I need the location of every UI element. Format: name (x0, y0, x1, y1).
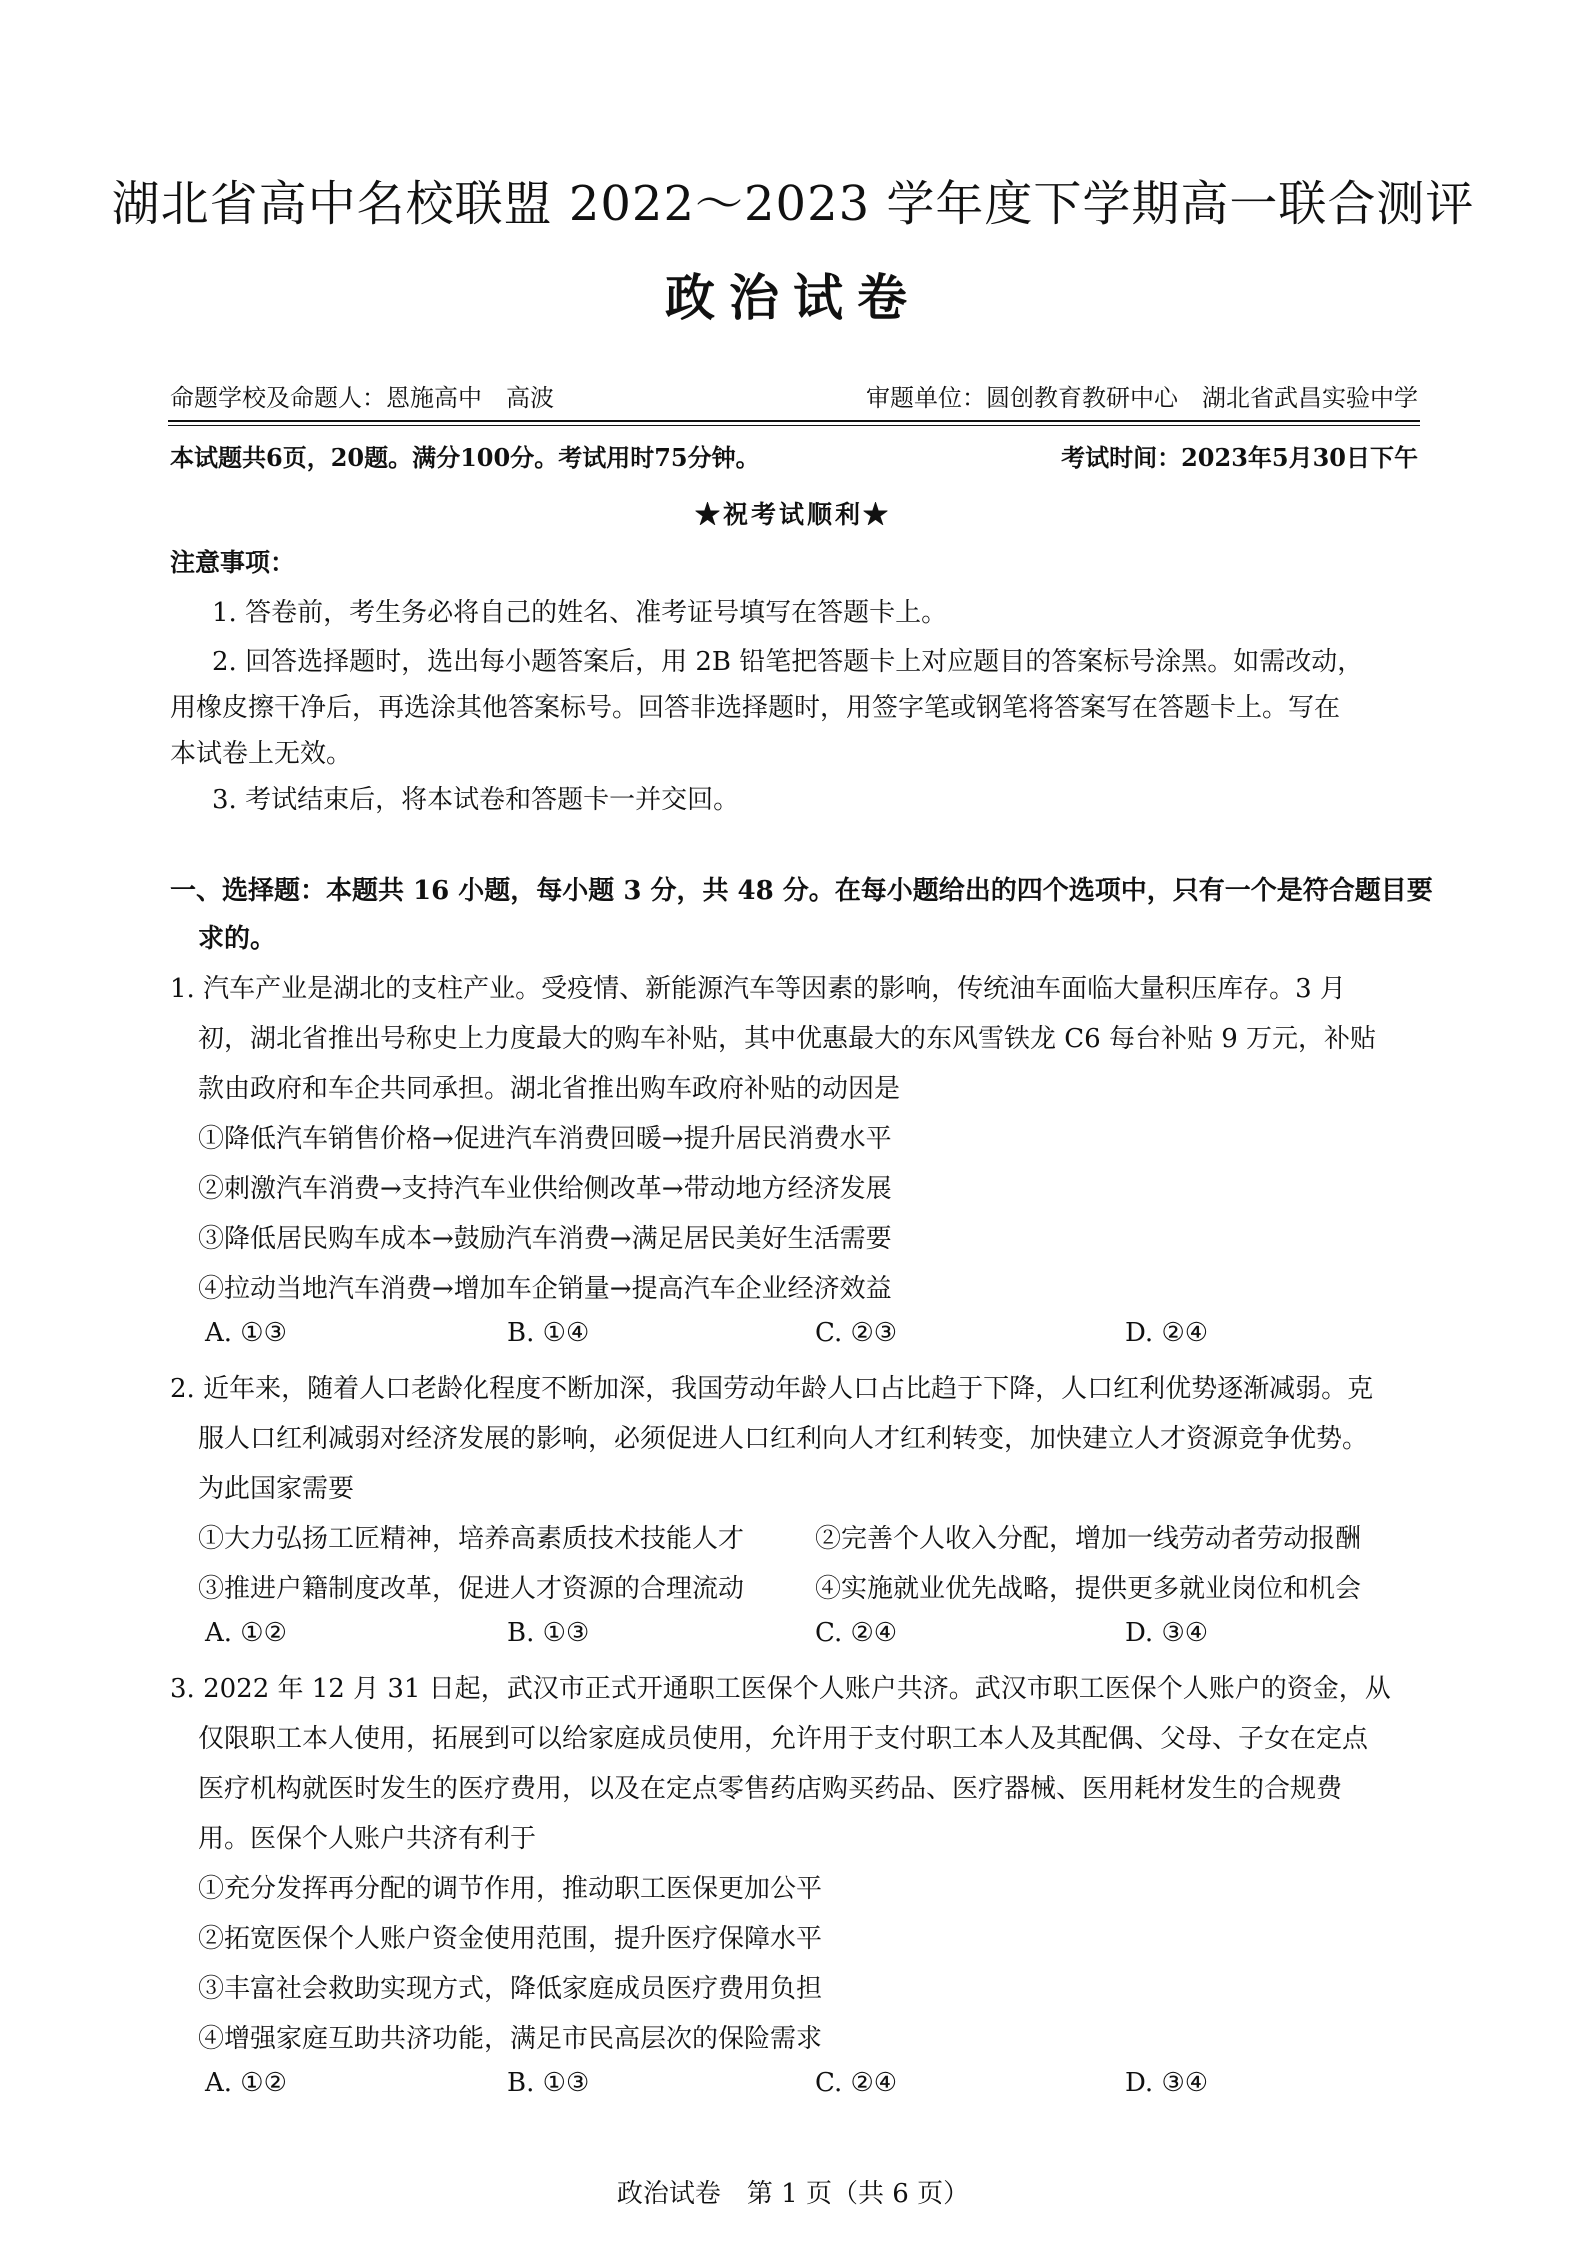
question-3-text: 3. 2022 年 12 月 31 日起，武汉市正式开通职工医保个人账户共济。武汉市职工医保个人账户的资金，从 (170, 1674, 1391, 1704)
note-line: 本试卷上无效。 (170, 739, 353, 769)
note-line: 1. 答卷前，考生务必将自己的姓名、准考证号填写在答题卡上。 (212, 598, 948, 628)
question-3-text: 用。医保个人账户共济有利于 (198, 1824, 537, 1854)
exam-time: 考试时间：2023年5月30日下午 (1061, 443, 1418, 472)
note-line: 用橡皮擦干净后，再选涂其他答案标号。回答非选择题时，用签字笔或钢笔将答案写在答题卡上。写在 (170, 693, 1341, 723)
question-2-text: 为此国家需要 (198, 1474, 355, 1504)
note-line: 3. 考试结束后，将本试卷和答题卡一并交回。 (212, 785, 740, 815)
question-1-item: ③降低居民购车成本→鼓励汽车消费→满足居民美好生活需要 (198, 1224, 892, 1254)
question-3-item: ③丰富社会救助实现方式，降低家庭成员医疗费用负担 (198, 1974, 823, 2004)
page-footer: 政治试卷 第 1 页（共 6 页） (616, 2179, 970, 2209)
question-2-text: 2. 近年来，随着人口老龄化程度不断加深，我国劳动年龄人口占比趋于下降，人口红利优势逐渐减弱。克 (170, 1374, 1374, 1404)
option-c: C. ②③ (815, 1318, 898, 1348)
option-c: C. ②④ (815, 2068, 898, 2098)
exam-info: 本试题共6页，20题。满分100分。考试用时75分钟。 (170, 443, 760, 472)
option-d: D. ③④ (1125, 2068, 1209, 2098)
question-2-text: 服人口红利减弱对经济发展的影响，必须促进人口红利向人才红利转变，加快建立人才资源竞争优势。 (198, 1424, 1369, 1454)
question-3-text: 医疗机构就医时发生的医疗费用，以及在定点零售药店购买药品、医疗器械、医用耗材发生的合规费 (198, 1774, 1343, 1804)
option-d: D. ②④ (1125, 1318, 1209, 1348)
blessing: ★祝考试顺利★ (694, 500, 891, 529)
question-1-text: 初，湖北省推出号称史上力度最大的购车补贴，其中优惠最大的东风雪铁龙 C6 每台补贴 9 万元，补贴 (198, 1024, 1377, 1054)
exam-subtitle: 政治试卷 (665, 268, 921, 327)
header-rule (168, 420, 1420, 422)
question-1-item: ①降低汽车销售价格→促进汽车消费回暖→提升居民消费水平 (198, 1124, 892, 1154)
option-a: A. ①③ (205, 1318, 287, 1348)
exam-title: 湖北省高中名校联盟 2022～2023 学年度下学期高一联合测评 (111, 176, 1475, 232)
option-b: B. ①③ (507, 1618, 590, 1648)
question-1-item: ②刺激汽车消费→支持汽车业供给侧改革→带动地方经济发展 (198, 1174, 892, 1204)
section-heading: 一、选择题：本题共 16 小题，每小题 3 分，共 48 分。在每小题给出的四个选项中，只有一个是符合题目要 (170, 876, 1433, 906)
question-3-item: ②拓宽医保个人账户资金使用范围，提升医疗保障水平 (198, 1924, 823, 1954)
option-b: B. ①③ (507, 2068, 590, 2098)
option-b: B. ①④ (507, 1318, 590, 1348)
reviewer-line: 审题单位：圆创教育教研中心 湖北省武昌实验中学 (866, 384, 1418, 412)
header-rule-thin (168, 425, 1420, 426)
option-a: A. ①② (205, 2068, 287, 2098)
note-line: 2. 回答选择题时，选出每小题答案后，用 2B 铅笔把答题卡上对应题目的答案标号涂黑。如需改动， (212, 647, 1364, 677)
question-2-item: ①大力弘扬工匠精神，培养高素质技术技能人才 (198, 1524, 745, 1554)
option-d: D. ③④ (1125, 1618, 1209, 1648)
question-2-item: ②完善个人收入分配，增加一线劳动者劳动报酬 (815, 1524, 1362, 1554)
option-a: A. ①② (205, 1618, 287, 1648)
question-2-item: ④实施就业优先战略，提供更多就业岗位和机会 (815, 1574, 1362, 1604)
question-1-item: ④拉动当地汽车消费→增加车企销量→提高汽车企业经济效益 (198, 1274, 892, 1304)
author-line: 命题学校及命题人：恩施高中 高波 (170, 384, 554, 412)
question-3-item: ④增强家庭互助共济功能，满足市民高层次的保险需求 (198, 2024, 823, 2054)
question-3-item: ①充分发挥再分配的调节作用，推动职工医保更加公平 (198, 1874, 823, 1904)
question-1-text: 款由政府和车企共同承担。湖北省推出购车政府补贴的动因是 (198, 1074, 901, 1104)
question-3-text: 仅限职工本人使用，拓展到可以给家庭成员使用，允许用于支付职工本人及其配偶、父母、子女在定点 (198, 1724, 1369, 1754)
notes-heading: 注意事项： (170, 548, 296, 577)
question-2-item: ③推进户籍制度改革，促进人才资源的合理流动 (198, 1574, 745, 1604)
question-1-text: 1. 汽车产业是湖北的支柱产业。受疫情、新能源汽车等因素的影响，传统油车面临大量积压库存。3 月 (170, 974, 1346, 1004)
section-heading-cont: 求的。 (198, 924, 277, 954)
option-c: C. ②④ (815, 1618, 898, 1648)
